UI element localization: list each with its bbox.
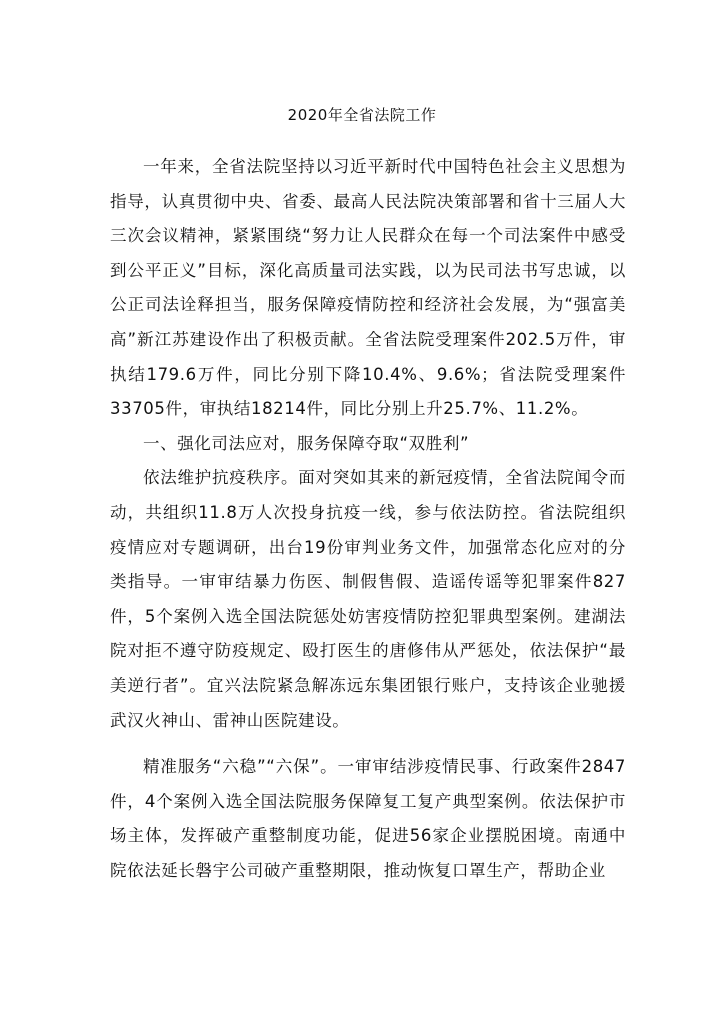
epidemic-paragraph: 依法维护抗疫秩序。面对突如其来的新冠疫情，全省法院闻令而动，共组织11.8万人次投身抗疫一线，参与依法防控。省法院组织疫情应对专题调研，出台19份审判业务文件，加强常态化应对的分类指导。一审审结暴力伤医、制假售假、造谣传谣等犯罪案件827件，5个案例入选全国法院惩处妨害疫情防控犯罪典型案例。建湖法院对拒不遵守防疫规定、殴打医生的唐修伟从严惩处，依法保护“最美逆行者”。宜兴法院紧急解冻远东集团银行账户，支持该企业驰援武汉火神山、雷神山医院建设。 [110, 468, 626, 730]
six-stability-paragraph: 精准服务“六稳”“六保”。一审审结涉疫情民事、行政案件2847件，4个案例入选全国法院服务保障复工复产典型案例。依法保护市场主体，发挥破产重整制度功能，促进56家企业摆脱困境。南通中院依法延长磐宇公司破产重整期限，推动恢复口罩生产，帮助企业 [110, 757, 626, 880]
document-title: 2020年全省法院工作 [287, 106, 437, 124]
intro-paragraph: 一年来，全省法院坚持以习近平新时代中国特色社会主义思想为指导，认真贯彻中央、省委、最高人民法院决策部署和省十三届人大三次会议精神，紧紧围绕“努力让人民群众在每一个司法案件中感受到公平正义”目标，深化高质量司法实践，以为民司法书写忠诚，以公正司法诠释担当，服务保障疫情防控和经济社会发展，为“强富美高”新江苏建设作出了积极贡献。全省法院受理案件202.5万件，审执结179.6万件，同比分别下降10.4%、9.6%；省法院受理案件33705件，审执结18214件，同比分别上升25.7%、11.2%。 [110, 157, 626, 419]
section-heading: 一、强化司法应对，服务保障夺取“双胜利” [143, 433, 470, 453]
document-body [110, 150, 626, 888]
